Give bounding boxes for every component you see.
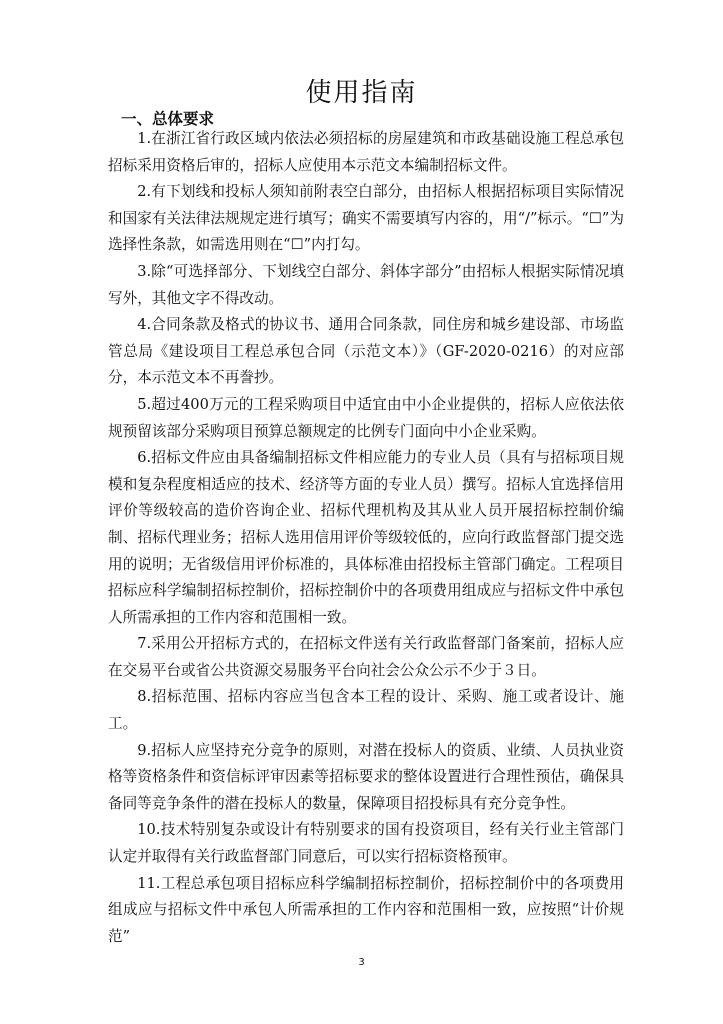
paragraph-7: 7.采用公开招标方式的，在招标文件送有关行政监督部门备案前，招标人应在交易平台或省公共资源交易服务平台向社会公众公示不少于３日。 [108, 635, 624, 679]
paragraph-3: 3.除“可选择部分、下划线空白部分、斜体字部分”由招标人根据实际情况填写外，其他文字不得改动。 [108, 262, 624, 307]
document-body [108, 126, 624, 950]
paragraph-9: 9.招标人应坚持充分竞争的原则，对潜在投标人的资质、业绩、人员执业资格等资格条件和资信标评审因素等招标要求的整体设置进行合理性预估，确保具备同等竞争条件的潜在投标人的数量，保障项目招投标具有充分竞争性。 [108, 741, 624, 812]
page-number: 3 [358, 957, 365, 968]
paragraph-8: 8.招标范围、招标内容应当包含本工程的设计、采购、施工或者设计、施工。 [108, 688, 624, 733]
section-heading: 一、总体要求 [121, 110, 215, 128]
page-title: 使用指南 [305, 78, 418, 108]
paragraph-10: 10.技术特别复杂或设计有特别要求的国有投资项目，经有关行业主管部门认定并取得有关行政监督部门同意后，可以实行招标资格预审。 [108, 821, 624, 866]
paragraph-6: 6.招标文件应由具备编制招标文件相应能力的专业人员（具有与招标项目规模和复杂程度相适应的技术、经济等方面的专业人员）撰写。招标人宜选择信用评价等级较高的造价咨询企业、招标代理机构及其从业人员开展招标控制价编制、招标代理业务；招标人选用信用评价等级较低的，应向行政监督部门提交选用的说明；无省级信用评价标准的，具体标准由招投标主管部门确定。工程项目招标应科学编制招标控制价，招标控制价中的各项费用组成应与招标文件中承包人所需承担的工作内容和范围相一致。 [108, 449, 624, 626]
paragraph-4: 4.合同条款及格式的协议书、通用合同条款，同住房和城乡建设部、市场监管总局《建设项目工程总承包合同（示范文本）》（GF-2020-0216）的对应部分，本示范文本不再誊抄。 [108, 316, 624, 387]
paragraph-11: 11.工程总承包项目招标应科学编制招标控制价，招标控制价中的各项费用组成应与招标文件中承包人所需承担的工作内容和范围相一致，应按照“计价规范” [108, 874, 624, 945]
paragraph-1: 1.在浙江省行政区域内依法必须招标的房屋建筑和市政基础设施工程总承包招标采用资格后审的，招标人应使用本示范文本编制招标文件。 [108, 130, 624, 174]
paragraph-2: 2.有下划线和投标人须知前附表空白部分，由招标人根据招标项目实际情况和国家有关法律法规规定进行填写；确实不需要填写内容的，用“/”标示。“☐”为选择性条款，如需选用则在“☐”内打勾。 [108, 183, 624, 254]
paragraph-5: 5.超过400万元的工程采购项目中适宜由中小企业提供的，招标人应依法依规预留该部分采购项目预算总额规定的比例专门面向中小企业采购。 [108, 395, 624, 440]
